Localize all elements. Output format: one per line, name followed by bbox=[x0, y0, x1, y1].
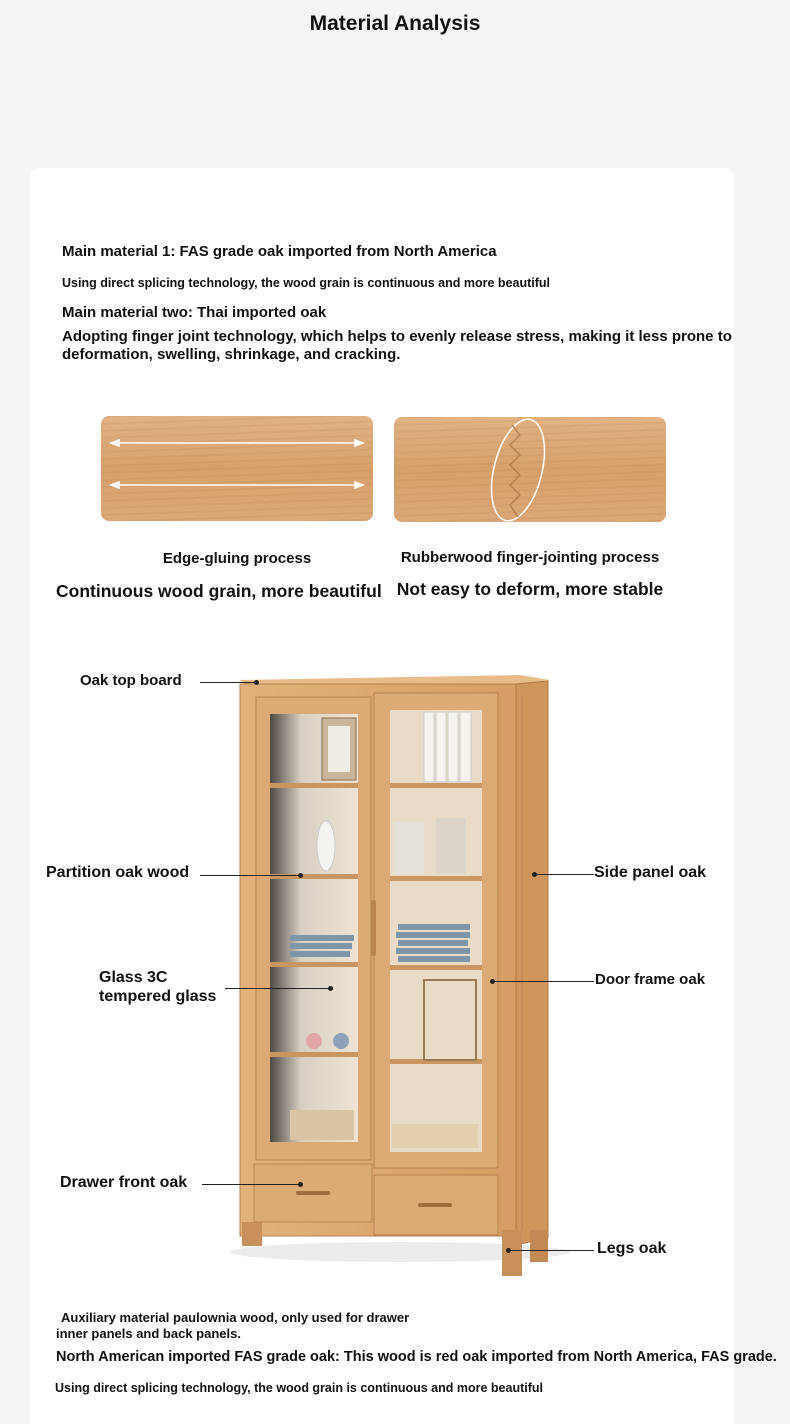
finger-joint-label: Rubberwood finger-jointing process bbox=[400, 549, 660, 566]
callout-line bbox=[200, 875, 300, 876]
callout-dot bbox=[490, 979, 495, 984]
main-material-2-note-b: deformation, swelling, shrinkage, and cracking. bbox=[62, 346, 401, 363]
callout-line bbox=[494, 981, 594, 982]
callout-dot bbox=[298, 1182, 303, 1187]
callout-door-frame-oak: Door frame oak bbox=[595, 971, 706, 988]
callout-dot bbox=[532, 872, 537, 877]
page-title: Material Analysis bbox=[309, 12, 481, 35]
callout-line bbox=[200, 682, 256, 683]
edge-gluing-label: Edge-gluing process bbox=[162, 550, 312, 567]
callout-dot bbox=[506, 1248, 511, 1253]
main-material-2: Main material two: Thai imported oak bbox=[62, 304, 327, 321]
finger-joint-desc: Not easy to deform, more stable bbox=[396, 579, 664, 599]
auxiliary-material-line2: inner panels and back panels. bbox=[56, 1326, 241, 1341]
callout-line bbox=[510, 1250, 594, 1251]
main-material-1: Main material 1: FAS grade oak imported from North America bbox=[62, 243, 497, 260]
main-material-1-note: Using direct splicing technology, the wood grain is continuous and more beautiful bbox=[62, 276, 550, 290]
fas-grade-note: North American imported FAS grade oak: This wood is red oak imported from North America, FAS grade. bbox=[56, 1349, 777, 1365]
callout-glass-line2: tempered glass bbox=[99, 988, 217, 1005]
callout-dot bbox=[254, 680, 259, 685]
callout-line bbox=[536, 874, 594, 875]
auxiliary-material-line1: Auxiliary material paulownia wood, only used for drawer bbox=[61, 1310, 410, 1325]
callout-oak-top-board: Oak top board bbox=[80, 672, 182, 689]
callout-line bbox=[202, 1184, 302, 1185]
main-material-2-note-a: Adopting finger joint technology, which helps to evenly release stress, making it less prone to bbox=[62, 328, 732, 345]
callout-partition-oak: Partition oak wood bbox=[46, 864, 190, 881]
edge-gluing-desc: Continuous wood grain, more beautiful bbox=[56, 581, 382, 601]
callout-legs-oak: Legs oak bbox=[597, 1240, 667, 1257]
callout-line bbox=[225, 988, 331, 989]
callout-dot bbox=[298, 873, 303, 878]
callout-dot bbox=[328, 986, 333, 991]
callout-drawer-front-oak: Drawer front oak bbox=[60, 1174, 188, 1191]
callout-glass-line1: Glass 3C bbox=[99, 969, 168, 986]
callout-side-panel-oak: Side panel oak bbox=[594, 864, 707, 881]
splicing-note: Using direct splicing technology, the wood grain is continuous and more beautiful bbox=[55, 1381, 543, 1395]
